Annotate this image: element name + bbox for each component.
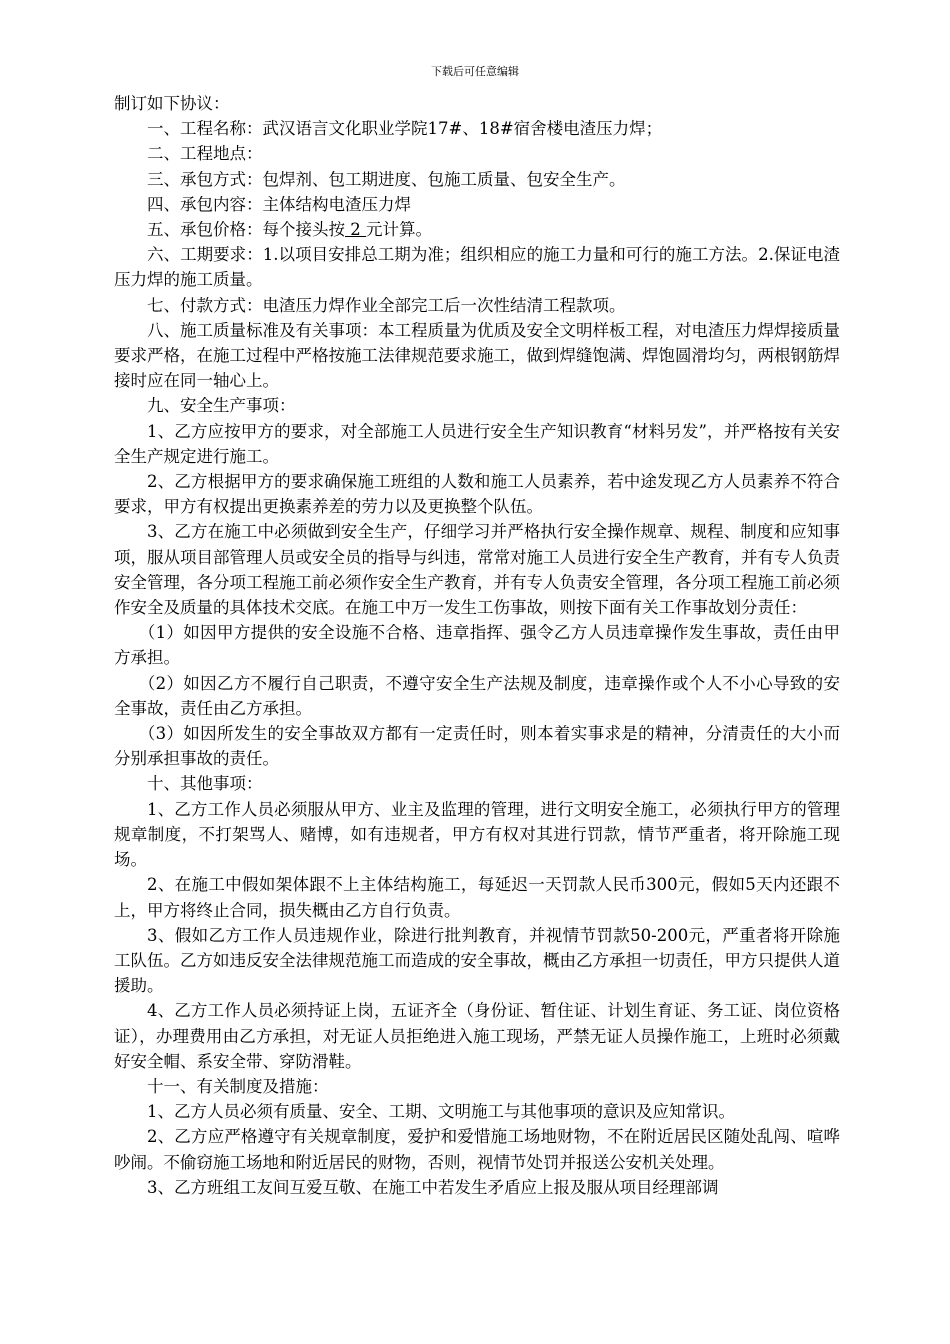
- price-text-pre: 五、承包价格：每个接头按: [147, 220, 345, 240]
- safety-item-3: 3、乙方在施工中必须做到安全生产，仔细学习并严格执行安全操作规章、规程、制度和应知事项，服从项目部管理人员或安全员的指导与纠违，常常对施工人员进行安全生产教育，并有专人负责安全管理，各分项工程施工前必须作安全生产教育，并有专人负责安全管理，各分项工程施工前必须作安全及质量的具体技术交底。在施工中万一发生工伤事故，则按下面有关工作事故划分责任：: [114, 522, 840, 618]
- safety-subitem-3: （3）如因所发生的安全事故双方都有一定责任时，则本着实事求是的精神，分清责任的大小而分别承担事故的责任。: [114, 724, 840, 769]
- section-rules-heading: 十一、有关制度及措施：: [147, 1076, 329, 1096]
- section-safety-heading: 九、安全生产事项：: [147, 396, 296, 416]
- document-body: [114, 91, 840, 1200]
- other-item-2: 2、在施工中假如架体跟不上主体结构施工，每延迟一天罚款人民币300元，假如5天内还跟不上，甲方将终止合同，损失概由乙方自行负责。: [114, 875, 840, 920]
- clause-project-location: 二、工程地点：: [147, 144, 263, 164]
- other-item-1: 1、乙方工作人员必须服从甲方、业主及监理的管理，进行文明安全施工，必须执行甲方的管理规章制度，不打架骂人、赌博，如有违规者，甲方有权对其进行罚款，情节严重者，将开除施工现场。: [114, 799, 840, 870]
- safety-subitem-1: （1）如因甲方提供的安全设施不合格、违章指挥、强令乙方人员违章操作发生事故，责任由甲方承担。: [114, 623, 840, 668]
- clause-contract-content: 四、承包内容：主体结构电渣压力焊: [147, 194, 411, 214]
- rules-item-1: 1、乙方人员必须有质量、安全、工期、文明施工与其他事项的意识及应知常识。: [147, 1102, 735, 1122]
- clause-payment: 七、付款方式：电渣压力焊作业全部完工后一次性结清工程款项。: [147, 295, 626, 315]
- price-value: 2: [345, 220, 366, 240]
- rules-item-2: 2、乙方应严格遵守有关规章制度，爱护和爱惜施工场地财物，不在附近居民区随处乱闯、喧哗吵闹。不偷窃施工场地和附近居民的财物，否则，视情节处罚并报送公安机关处理。: [114, 1127, 840, 1172]
- page-header: 下载后可任意编辑: [431, 65, 519, 78]
- safety-subitem-2: （2）如因乙方不履行自己职责，不遵守安全生产法规及制度，违章操作或个人不小心导致的安全事故，责任由乙方承担。: [114, 673, 840, 718]
- clause-contract-method: 三、承包方式：包焊剂、包工期进度、包施工质量、包安全生产。: [147, 169, 626, 189]
- safety-item-1: 1、乙方应按甲方的要求，对全部施工人员进行安全生产知识教育“材料另发”，并严格按有关安全生产规定进行施工。: [114, 421, 840, 466]
- safety-item-2: 2、乙方根据甲方的要求确保施工班组的人数和施工人员素养，若中途发现乙方人员素养不符合要求，甲方有权提出更换素养差的劳力以及更换整个队伍。: [114, 472, 840, 517]
- clause-quality: 八、施工质量标准及有关事项：本工程质量为优质及安全文明样板工程，对电渣压力焊焊接质量要求严格，在施工过程中严格按施工法律规范要求施工，做到焊缝饱满、焊饱圆滑均匀，两根钢筋焊接时应在同一轴心上。: [114, 320, 840, 391]
- price-text-post: 元计算。: [366, 220, 432, 240]
- intro-line: 制订如下协议：: [114, 94, 230, 113]
- clause-project-name: 一、工程名称：武汉语言文化职业学院17#、18#宿舍楼电渣压力焊；: [147, 119, 663, 139]
- other-item-4: 4、乙方工作人员必须持证上岗，五证齐全（身份证、暂住证、计划生育证、务工证、岗位资格证），办理费用由乙方承担，对无证人员拒绝进入施工现场，严禁无证人员操作施工，上班时必须戴好安全帽、系安全带、穿防滑鞋。: [114, 1001, 840, 1071]
- clause-contract-price: [114, 217, 840, 242]
- section-other-heading: 十、其他事项：: [147, 774, 263, 794]
- rules-item-3: 3、乙方班组工友间互爱互敬、在施工中若发生矛盾应上报及服从项目经理部调: [147, 1177, 719, 1197]
- other-item-3: 3、假如乙方工作人员违规作业，除进行批判教育，并视情节罚款50-200元，严重者将开除施工队伍。乙方如违反安全法律规范施工而造成的安全事故，概由乙方承担一切责任，甲方只提供人道援助。: [114, 925, 840, 996]
- clause-schedule: 六、工期要求：1.以项目安排总工期为准；组织相应的施工力量和可行的施工方法。2.保证电渣压力焊的施工质量。: [114, 245, 840, 290]
